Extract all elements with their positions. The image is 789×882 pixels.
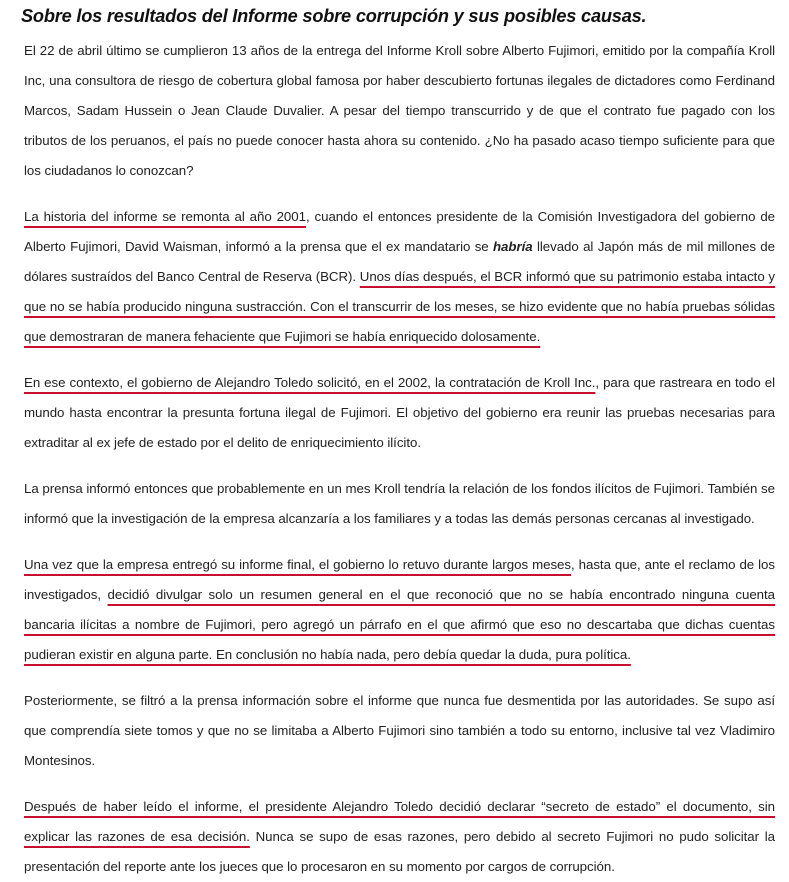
article-paragraph (24, 792, 775, 882)
highlighted-text: Unos días después, el BCR informó que su patrimonio estaba intacto y que no se había producido ninguna sustracción. Con el transcurrir de los meses, se hizo evidente que no había pruebas sólidas que demostraran de manera fehaciente que Fujimori se había enriquecido dolosamente. (24, 269, 776, 344)
text-segment: El 22 de abril último se cumplieron 13 años de la entrega del Informe Kroll sobre Alberto Fujimori, emitido por la compañía Kroll Inc, una consultora de riesgo de cobertura global famosa por haber descubierto fortunas ilegales de dictadores como Ferdinand Marcos, Sadam Hussein o Jean Claude Duvalier. A pesar del tiempo transcurrido y de que el contrato fue pagado con los tributos de los peruanos, el país no puede conocer hasta ahora su contenido. ¿No ha pasado acaso tiempo suficiente para que los ciudadanos lo conozcan? (24, 43, 775, 178)
emphasized-text: habría (492, 239, 533, 254)
text-segment: llevado al Japón más de mil millones de dólares sustraídos del Banco Central de Reserva (BCR). (24, 239, 775, 284)
text-segment: , para que rastreara en todo el mundo hasta encontrar la presunta fortuna ilegal de Fujimori. El objetivo del gobierno era reunir las pruebas necesarias para extraditar al ex jefe de estado por el delito de enriquecimiento ilícito. (24, 375, 775, 450)
article-paragraph (24, 686, 775, 776)
article-paragraph (24, 368, 775, 458)
article-title: Sobre los resultados del Informe sobre corrupción y sus posibles causas. (21, 6, 647, 26)
text-segment: La prensa informó entonces que probablemente en un mes Kroll tendría la relación de los fondos ilícitos de Fujimori. También se informó que la investigación de la empresa alcanzaría a los familiares y a todas las demás personas cercanas al investigado. (24, 481, 775, 526)
highlighted-text: Después de haber leído el informe, el presidente Alejandro Toledo decidió declarar “secreto de estado” el documento, sin explicar las razones de esa decisión. (24, 799, 775, 844)
highlighted-text: decidió divulgar solo un resumen general en el que reconoció que no se había encontrado ninguna cuenta bancaria ilícitas a nombre de Fujimori, pero agregó un párrafo en el que afirmó que eso no descartaba que dichas cuentas pudieran existir en alguna parte. En conclusión no había nada, pero debía quedar la duda, pura política. (24, 587, 775, 662)
article-paragraph (24, 550, 775, 670)
article-body (24, 36, 775, 882)
text-segment: Posteriormente, se filtró a la prensa información sobre el informe que nunca fue desmentida por las autoridades. Se supo así que comprendía siete tomos y que no se limitaba a Alberto Fujimori sino también a todo su entorno, inclusive tal vez Vladimiro Montesinos. (24, 693, 775, 768)
article-paragraph (24, 36, 775, 186)
text-segment: , cuando el entonces presidente de la Comisión Investigadora del gobierno de Alberto Fujimori, David Waisman, informó a la prensa que el ex mandatario se (24, 209, 776, 254)
text-segment: , hasta que, ante el reclamo de los investigados, (24, 557, 776, 602)
highlighted-text: La historia del informe se remonta al año 2001 (24, 209, 306, 224)
highlighted-text: En ese contexto, el gobierno de Alejandro Toledo solicitó, en el 2002, la contratación de Kroll Inc. (24, 375, 596, 390)
article-paragraph (24, 474, 775, 534)
highlighted-text: Una vez que la empresa entregó su informe final, el gobierno lo retuvo durante largos meses (24, 557, 571, 572)
article-paragraph (24, 202, 775, 352)
text-segment: Nunca se supo de esas razones, pero debido al secreto Fujimori no pudo solicitar la presentación del reporte ante los jueces que lo procesaron en su momento por cargos de corrupción. (24, 829, 775, 874)
